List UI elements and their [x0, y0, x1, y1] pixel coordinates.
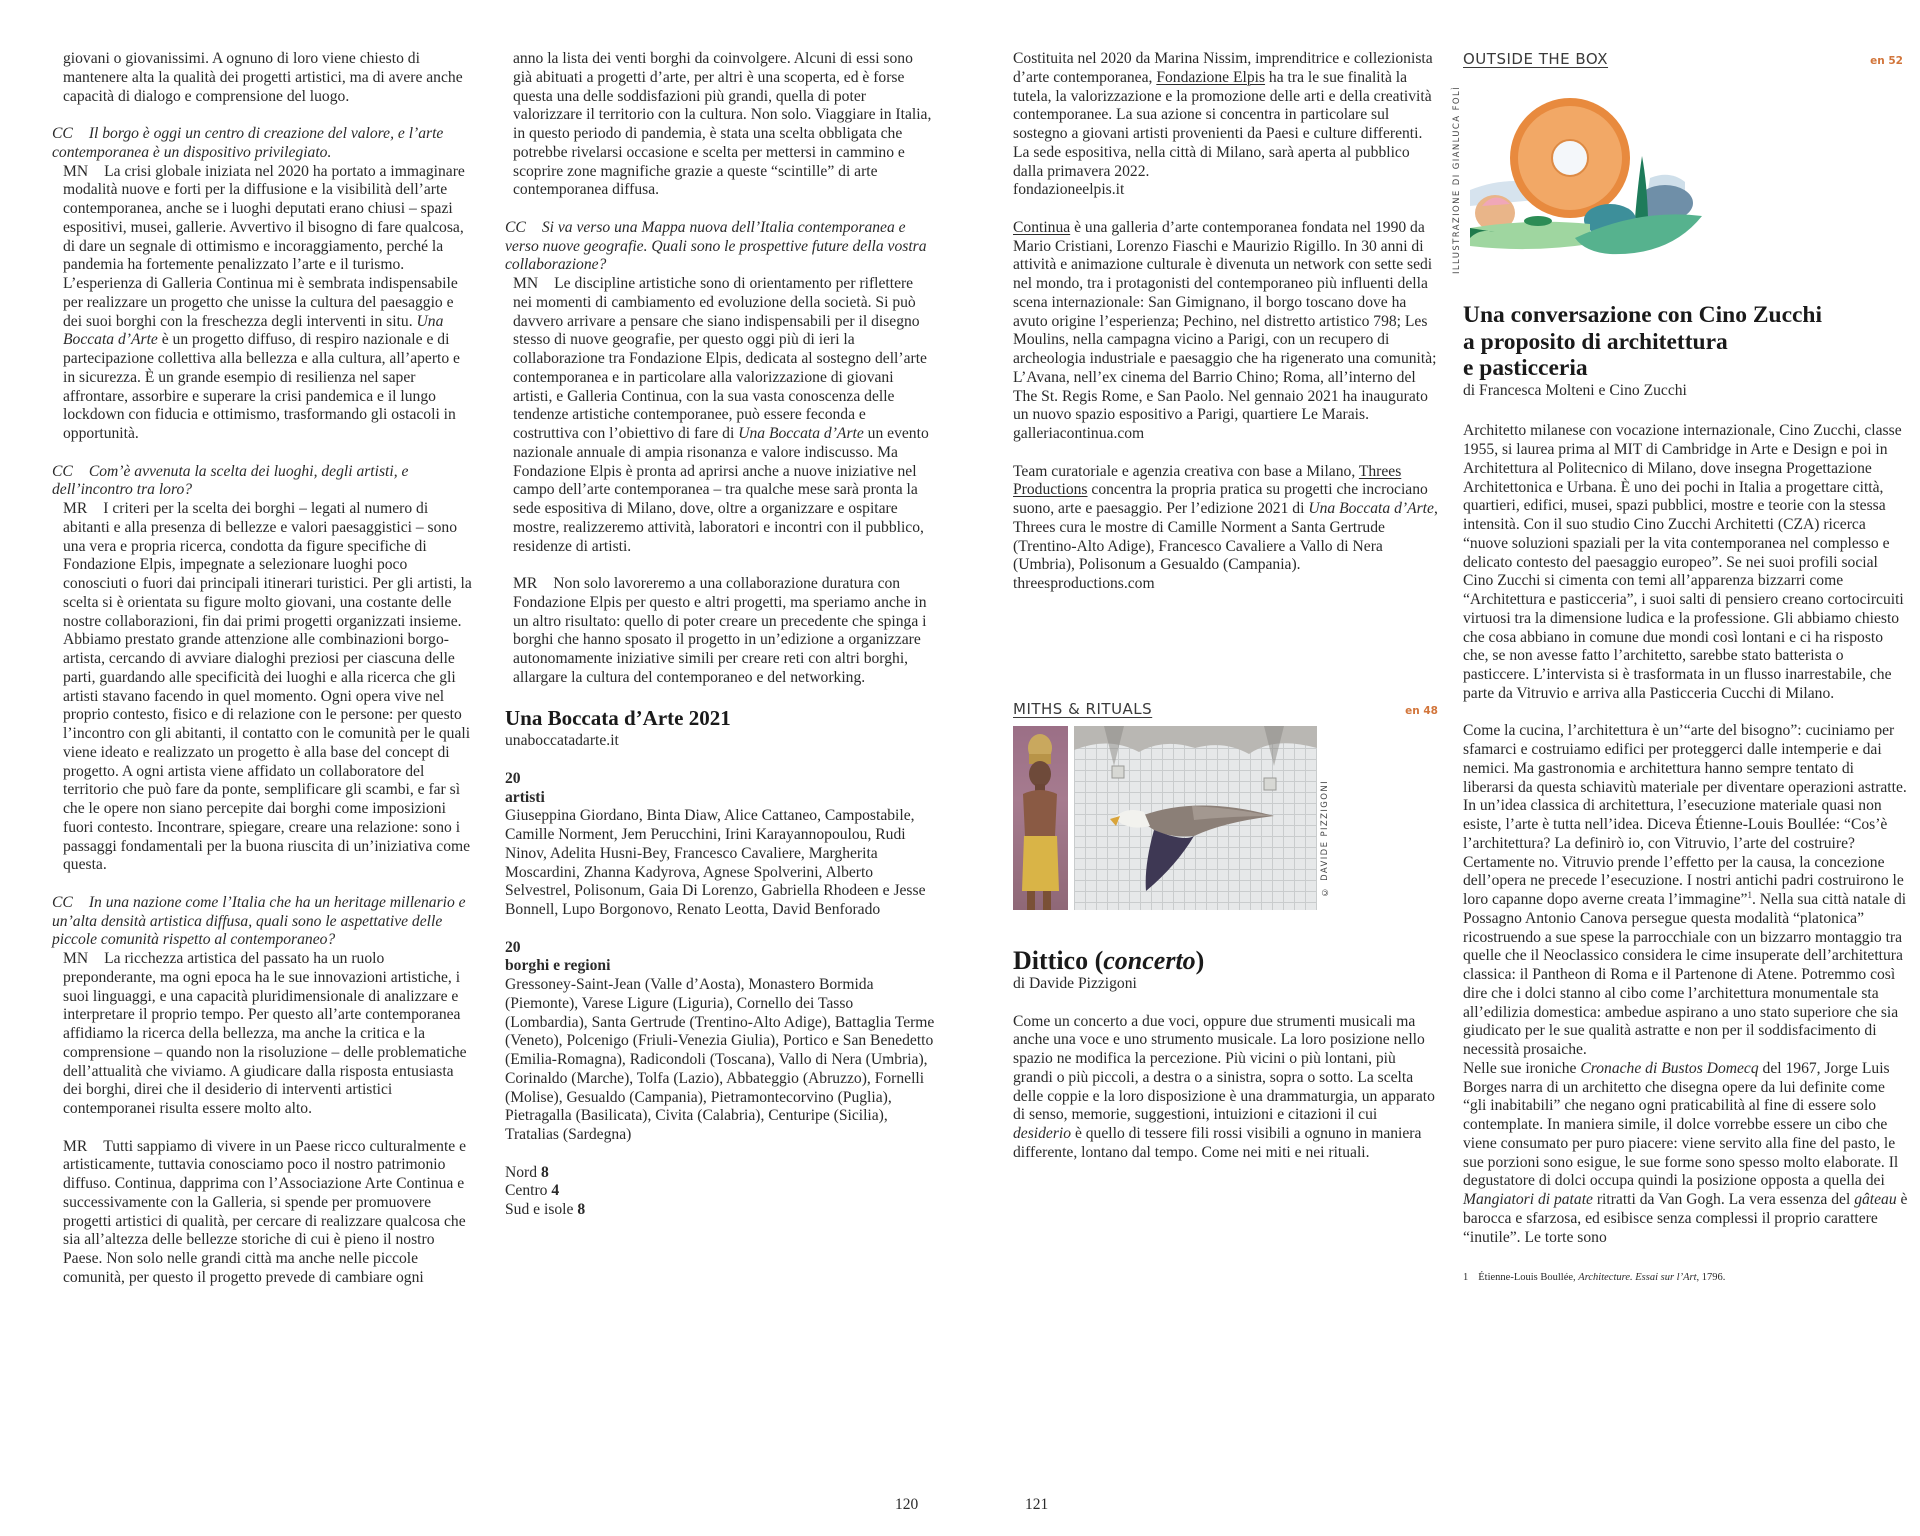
page-ref[interactable]: en 52 — [1870, 55, 1903, 67]
project-title: Una Boccata d’Arte — [738, 425, 864, 442]
answer-4-cont: anno la lista dei venti borghi da coinvolgere. Alcuni di essi sono già abituati a progetti d’arte, per altri è una scoperta, ed è forse questa una delle soddisfazioni più grandi, quella di poter valorizzare il territorio con la cultura. Non solo. Viaggiare in Italia, in questo periodo di pandemia, è stata una scelta obbligata che potrebbe rivelarsi occasione e scelta per mettersi in cammino e scoprire zone magnifiche grazie a queste “scintille” di arte contemporanea diffusa. — [513, 50, 932, 199]
answer-5: MN Le discipline artistiche sono di orientamento per riflettere nei momenti di cambiamento ed evoluzione della società. Si può davvero arrivare a pensare che siano indispensabili per il disegno stesso di nuove geografie, per questo oggi più di ieri la collaborazione tra Fondazione Elpis, dedicata al sostegno dell’arte contemporanea e in particolare alla valorizzazione di giovani artisti, e Galleria Continua, con la sua vasta conoscenza delle tendenze artistiche contemporanee, può essere feconda e costruttiva con l’obiettivo di fare di Una Boccata d’Arte un evento nazionale annuale di ampia risonanza e valore indiscusso. Ma Fondazione Elpis è pronta ad aprirsi anche a nuove iniziative nel campo dell’arte contemporanea – tra qualche mese sarà pronta la sede espositiva di Milano, dove, oltre a organizzare e ospitare mostre, realizzeremo attività, laboratori e incontri con il pubblico, residenze di artisti. — [513, 275, 929, 555]
article-title: Una conversazione con Cino Zucchi a proposito di architettura e pasticceria — [1463, 302, 1823, 381]
borghi-label: borghi e regioni — [505, 957, 611, 975]
question-4 — [505, 219, 935, 275]
question-3 — [52, 894, 472, 950]
question-1 — [52, 125, 472, 163]
project-title: Una Boccata d’Arte — [63, 312, 444, 349]
donut-landscape-icon — [1470, 78, 1710, 258]
answer-1: MN La crisi globale iniziata nel 2020 ha portato a immaginare modalità nuove e forti per la diffusione e la visibilità dell’arte contemporanea, anche se i luoghi deputati erano chiusi – spazi espositivi, musei, gallerie. Avvertivo il bisogno di fare qualcosa, di dare un segnale di ottimismo e incoraggiamento, perché la pandemia ha fortemente penalizzato l’arte e il turismo. L’esperienza di Galleria Continua mi è sembrata indispensabile per realizzare un progetto che unisse la cultura del paesaggio e dei suoi borghi con la freschezza degli interventi in situ. Una Boccata d’Arte è un progetto diffuso, di respiro nazionale e di partecipazione collettiva alla bellezza e alla cultura, all’aperto e in sicurezza. È un grande esempio di resilienza nel saper affrontare, assorbire e superare la crisi pandemica e il lungo lockdown con fiducia e ottimismo, trasformando gli ostacoli in opportunità. — [63, 162, 465, 442]
artists-list: Giuseppina Giordano, Binta Diaw, Alice Cattaneo, Campostabile, Camille Norment, Jem Perucchini, Irini Karayannopoulou, Rudi Ninov, Adelita Husni-Bey, Francesco Cavaliere, Margherita Moscardini, Zhanna Kadyrova, Agnese Spolverini, Alberto Selvestrel, Polisonum, Gaia Di Lorenzo, Gabriella Rhodeen e Jesse Bonnell, Lupo Borgonovo, Renato Leotta, David Benforado — [505, 807, 926, 918]
threes-paragraph: Team curatoriale e agenzia creativa con base a Milano, Threes Productions concentra la propria pratica su progetti che incrociano suono, arte e paesaggio. Per l’edizione 2021 di Una Boccata d’Arte, Threes cura le mostre di Camille Norment a Santa Gertrude (Trentino-Alto Adige), Francesco Cavaliere a Vallo di Nera (Umbria), Polisonum a Gesualdo (Campania). — [1013, 462, 1438, 574]
continua-url[interactable]: galleriacontinua.com — [1013, 425, 1145, 442]
borghi-count: 20 — [505, 938, 521, 956]
article-paragraph-2: Come la cucina, l’architettura è un’“arte del bisogno”: cuciniamo per sfamarci e costruiamo edifici per proteggerci dalle intemperie e dai nemici. Ma gastronomia e architettura hanno sempre tentato di liberarsi da questa schiavitù materiale per diventare operazioni astratte. In un’idea classica di architettura, l’esecuzione materiale quasi non esiste, l’arte è tutta nell’idea. Diceva Étienne-Louis Boullée: “Cos’è l’architettura? La definirò io, con Vitruvio, l’arte del costruire? Certamente no. Vitruvio prende l’effetto per la causa, la concezione dell’opera ne precede l’esecuzione. I nostri antichi padri costruirono le loro capanne dopo averne creata l’immagine”$^1$. Nella sua città natale di Possagno Antonio Canova persegue questa modalità “platonica” ricostruendo a sue spese la parrocchiale con un bizzarro montaggio tra quelle che il Neoclassico considera le cime insuperate dell’architettura classica: il Pantheon di Roma e il Partenone di Atene. Potremmo così dire che i dolci stanno al cibo come l’architettura monumentale sta all’edilizia domestica: ambedue aspirano a uno stato superiore che sia giudicato per le sue qualità astratte e non per il soddisfacimento di necessità prosaiche. — [1463, 722, 1907, 1058]
speaker: MN — [63, 162, 89, 180]
borghi-list: Gressoney-Saint-Jean (Valle d’Aosta), Monastero Bormida (Piemonte), Varese Ligure (Liguria), Cornello dei Tasso (Lombardia), Santa Gertrude (Trentino-Alto Adige), Battaglia Terme (Veneto), Polcenigo (Friuli-Venezia Giulia), Portico e San Benedetto (Emilia-Romagna), Radicondoli (Toscana), Vallo di Nera (Umbria), Corinaldo (Marche), Tolfa (Lazio), Abbateggio (Abruzzo), Fornelli (Molise), Gesualdo (Campania), Pietramontecorvino (Puglia), Pietragalla (Basilicata), Civita (Calabria), Centuripe (Sicilia), Tratalias (Sardegna) — [505, 976, 935, 1143]
speaker: MR — [63, 1137, 88, 1155]
page-number-left: 120 — [895, 1496, 919, 1513]
region-sud: Sud e isole 8 — [505, 1201, 586, 1218]
intro-paragraph: giovani o giovanissimi. A ognuno di loro viene chiesto di mantenere alta la qualità dei progetti artistici, ma di avere anche capacità di dialogo e comprensione del luogo. — [63, 50, 463, 105]
speaker: CC — [52, 893, 73, 911]
answer-2-cont: Abbiamo prestato grande attenzione alle combinazioni borgo-artista, cercando di avviare dialoghi preziosi per ciascuna delle parti, guardando alle specificità dei luoghi e alla ricerca che gli artisti stavano facendo in quel momento. Ogni opera vive nel proprio contesto, fisico e di relazione con le persone: per questo l’incontro con gli abitanti, il contatto con le comunità per le quali viene ideato e realizzato un progetto è alla base del concept di progetto. A ogni artista viene affidato un collaboratore del territorio che può fare da ponte, semplificare gli scambi, e far sì che le opere non siano percepite dai borghi come imposizioni fuori contesto. Incontrare, spiegare, creare una relazione: sono i passaggi fondamentali per la buona riuscita di un’iniziativa come questa. — [63, 631, 471, 874]
speaker: CC — [52, 125, 73, 142]
region-centro: Centro 4 — [505, 1182, 560, 1200]
info-box-url[interactable]: unaboccatadarte.it — [505, 732, 619, 750]
article-byline: di Francesca Molteni e Cino Zucchi — [1463, 381, 1687, 399]
eagle-icon — [1074, 726, 1317, 910]
section-label[interactable]: OUTSIDE THE BOX — [1463, 50, 1609, 68]
speaker: MN — [513, 275, 539, 292]
speaker: CC — [52, 462, 73, 480]
question-text: Il borgo è oggi un centro di creazione del valore, e l’arte contemporanea è un dispositivo privilegiato. — [52, 125, 444, 161]
column-1 — [52, 50, 472, 1288]
question-text: Si va verso una Mappa nuova dell’Italia contemporanea e verso nuove geografie. Quali sono le prospettive future della vostra collaborazione? — [505, 218, 927, 274]
answer-4: MR Tutti sappiamo di vivere in un Paese ricco culturalmente e artisticamente, tuttavia conosciamo poco il nostro patrimonio diffuso. Continua, dapprima con l’Associazione Arte Continua e successivamente con la Galleria, si spende per promuovere progetti artistici di qualità, per cercare di realizzare qualcosa che sia all’altezza delle bellezze storiche di cui è pieno il nostro Paese. Non solo nelle grandi città ma anche nelle piccole comunità, per questo il progetto prevede di cambiare ogni — [63, 1137, 467, 1286]
answer-6: MR Non solo lavoreremo a una collaborazione duratura con Fondazione Elpis per questo e altri progetti, ma speriamo anche in un altro risultato: quello di poter creare un precedente che spinga i borghi che hanno sposato il progetto in un’edizione a organizzare autonomamente iniziative simili per creare reti con altri borghi, allargare la cultura del contemporaneo e del networking. — [513, 575, 927, 686]
photo-credit: © DAVIDE PIZZIGONI — [1320, 780, 1330, 897]
article-paragraph-3: Nelle sue ironiche Cronache di Bustos Domecq del 1967, Jorge Luis Borges narra di un architetto che disegna opere da lui definite come “gli inabitabili” che negano ogni praticabilità al fine di essere solo contemplate. In maniera simile, il dolce vorrebbe essere un cibo che viene consumato per puro piacere: viene servito alla fine del pasto, le sue porzioni sono esigue, le sue forme sono spesso molto elaborate. Il degustatore di dolci occupa quindi la posizione opposta a quella dei Mangiatori di patate ritratti da Van Gogh. La vera essenza del gâteau è barocca e sfarzosa, ed esibisce senza complessi il proprio carattere “inutile”. Le torte sono — [1463, 1059, 1908, 1246]
speaker: MN — [63, 950, 89, 967]
threes-url[interactable]: threesproductions.com — [1013, 575, 1155, 592]
zucchi-article — [1463, 302, 1908, 1285]
donut-illustration — [1470, 78, 1710, 258]
illustration-credit: ILLUSTRAZIONE DI GIANLUCA FOLÌ — [1452, 86, 1462, 275]
article-byline: di Davide Pizzigoni — [1013, 975, 1137, 992]
page-ref[interactable]: en 48 — [1405, 705, 1438, 717]
artists-count: 20 — [505, 769, 521, 787]
article-title: Dittico (concerto) — [1013, 946, 1205, 975]
statue-photo — [1013, 726, 1068, 910]
elpis-paragraph: Costituita nel 2020 da Marina Nissim, imprenditrice e collezionista d’arte contemporanea, Fondazione Elpis ha tra le sue finalità la tutela, la valorizzazione e la promozione delle arti e della creatività contemporanee. La sua azione si concentra in particolare sul sostegno a giovani artisti provenienti da Paesi e culture differenti. La sede espositiva, nella città di Milano, sarà aperta al pubblico dalla primavera 2022. — [1013, 50, 1433, 180]
statue-figure-icon — [1013, 726, 1068, 910]
dittico-article — [1013, 947, 1438, 1163]
question-text: Com’è avvenuta la scelta dei luoghi, degli artisti, e dell’incontro tra loro? — [52, 462, 409, 499]
elpis-link[interactable]: Fondazione Elpis — [1156, 68, 1266, 86]
elpis-url[interactable]: fondazioneelpis.it — [1013, 181, 1125, 199]
section-miths-rituals — [1013, 700, 1438, 718]
speaker: MR — [513, 575, 538, 592]
column-2 — [505, 50, 935, 1220]
footnote: 1 Étienne-Louis Boullée, Architecture. Essai sur l’Art, 1796. — [1463, 1272, 1726, 1284]
column-3 — [1013, 50, 1438, 594]
continua-paragraph: Continua è una galleria d’arte contemporanea fondata nel 1990 da Mario Cristiani, Lorenzo Fiaschi e Maurizio Rigillo. In 30 anni di attività e animazione culturale è divenuta un network con sette sedi nel mondo, tra i protagonisti del contemporaneo più influenti della scena internazionale: San Gimignano, il borgo toscano dove ha avuto origine l’esperienza; Pechino, nel distretto artistico 798; Les Moulins, nella campagna vicino a Parigi, con un recupero di archeologia industriale e paesaggio che ha rigenerato una comunità; L’Avana, nell’ex cinema del Barrio Chino; Roma, all’interno del The St. Regis Rome, e San Paolo. Nel gennaio 2021 ha inaugurato un nuovo spazio espositivo a Parigi, quartiere Le Marais. — [1013, 218, 1437, 424]
eagle-mosaic-photo — [1074, 726, 1317, 910]
section-label[interactable]: MITHS & RITUALS — [1013, 700, 1153, 718]
artists-label: artisti — [505, 788, 545, 806]
speaker: CC — [505, 218, 526, 236]
answer-2: MR I criteri per la scelta dei borghi – legati al numero di abitanti e alla presenza di bellezze e valori paesaggistici – sono una vera e propria ricerca, condotta da figure specifiche di Fondazione Elpis, impegnate a selezionare luoghi poco conosciuti o fuori dai principali itinerari turistici. Per gli artisti, la scelta si è orientata su figure molto giovani, una costante delle nostre collaborazioni, fin dai primi progetti organizzati insieme. — [63, 500, 472, 630]
threes-link[interactable]: Threes Productions — [1013, 462, 1402, 499]
page-number-right: 121 — [1025, 1496, 1049, 1513]
question-text: In una nazione come l’Italia che ha un heritage millenario e un’alta densità artistica diffusa, quali sono le aspettative delle piccole comunità rispetto al contemporaneo? — [52, 893, 466, 949]
footnote-ref[interactable]: 1 — [1747, 889, 1752, 900]
question-2 — [52, 463, 472, 501]
continua-link[interactable]: Continua — [1013, 218, 1071, 236]
info-box-title: Una Boccata d’Arte 2021 — [505, 706, 731, 731]
article-intro: Architetto milanese con vocazione internazionale, Cino Zucchi, classe 1955, si laurea prima al MIT di Cambridge in Arte e Design e poi in Architettura al Politecnico di Milano, dove insegna Progettazione Architettonica e Urbana. È uno dei pochi in Italia a progettare città, quartieri, edifici, musei, spazi pubblici, mostre e teorie con la stessa intensità. Con il suo studio Cino Zucchi Architetti (CZA) ricerca “nuove soluzioni spaziali per la vita contemporanea nel complesso e delicato contesto del paesaggio europeo”. Se nei suoi profili social Cino Zucchi si cimenta con temi all’apparenza bizzarri come “Architettura e pasticceria”, i suoi salti di pensiero creano cortocircuiti virtuosi tra la dimensione ludica e la professione. Gli abbiamo chiesto che cosa abbiano in comune due mondi così lontani e ci ha risposto che, se non avesse fatto l’architetto, sarebbe stato batterista o pasticcere. L’intervista si è trasformata in un flusso inarrestabile, che parte da Vitruvio e arriva alla Pasticceria Cucchi di Milano. — [1463, 422, 1904, 702]
speaker: MR — [63, 500, 88, 517]
article-body: Come un concerto a due voci, oppure due strumenti musicali ma anche una voce e uno strumento musicale. La loro posizione nello spazio ne modifica la percezione. Più vicini o più lontani, più grandi o più piccoli, a destra o a sinistra, sopra o sotto. La scelta delle coppie e la loro disposizione è una drammaturgia, un apparato di senso, memorie, suggestioni, intuizioni e citazioni il cui desiderio è quello di tessere fili rossi visibili a ognuno in maniera differente, lontano dal tempo. Come nei miti e nei rituali. — [1013, 1012, 1435, 1161]
answer-3: MN La ricchezza artistica del passato ha un ruolo preponderante, ma ogni epoca ha le sue innovazioni artistiche, i suoi linguaggi, e una capacità pluridimensionale di analizzare e interpretare il proprio tempo. Per questo all’arte contemporanea affidiamo la ricerca della bellezza, ma anche la critica e la comprensione – quando non la risoluzione – delle problematiche dell’attualità che viviamo. A giudicare dalla risposta entusiasta dei borghi, direi che il desiderio di interventi artistici contemporanei risulta essere molto alto. — [63, 950, 467, 1117]
info-box — [505, 706, 935, 1220]
section-outside-the-box — [1463, 50, 1903, 68]
region-nord: Nord 8 — [505, 1163, 549, 1181]
